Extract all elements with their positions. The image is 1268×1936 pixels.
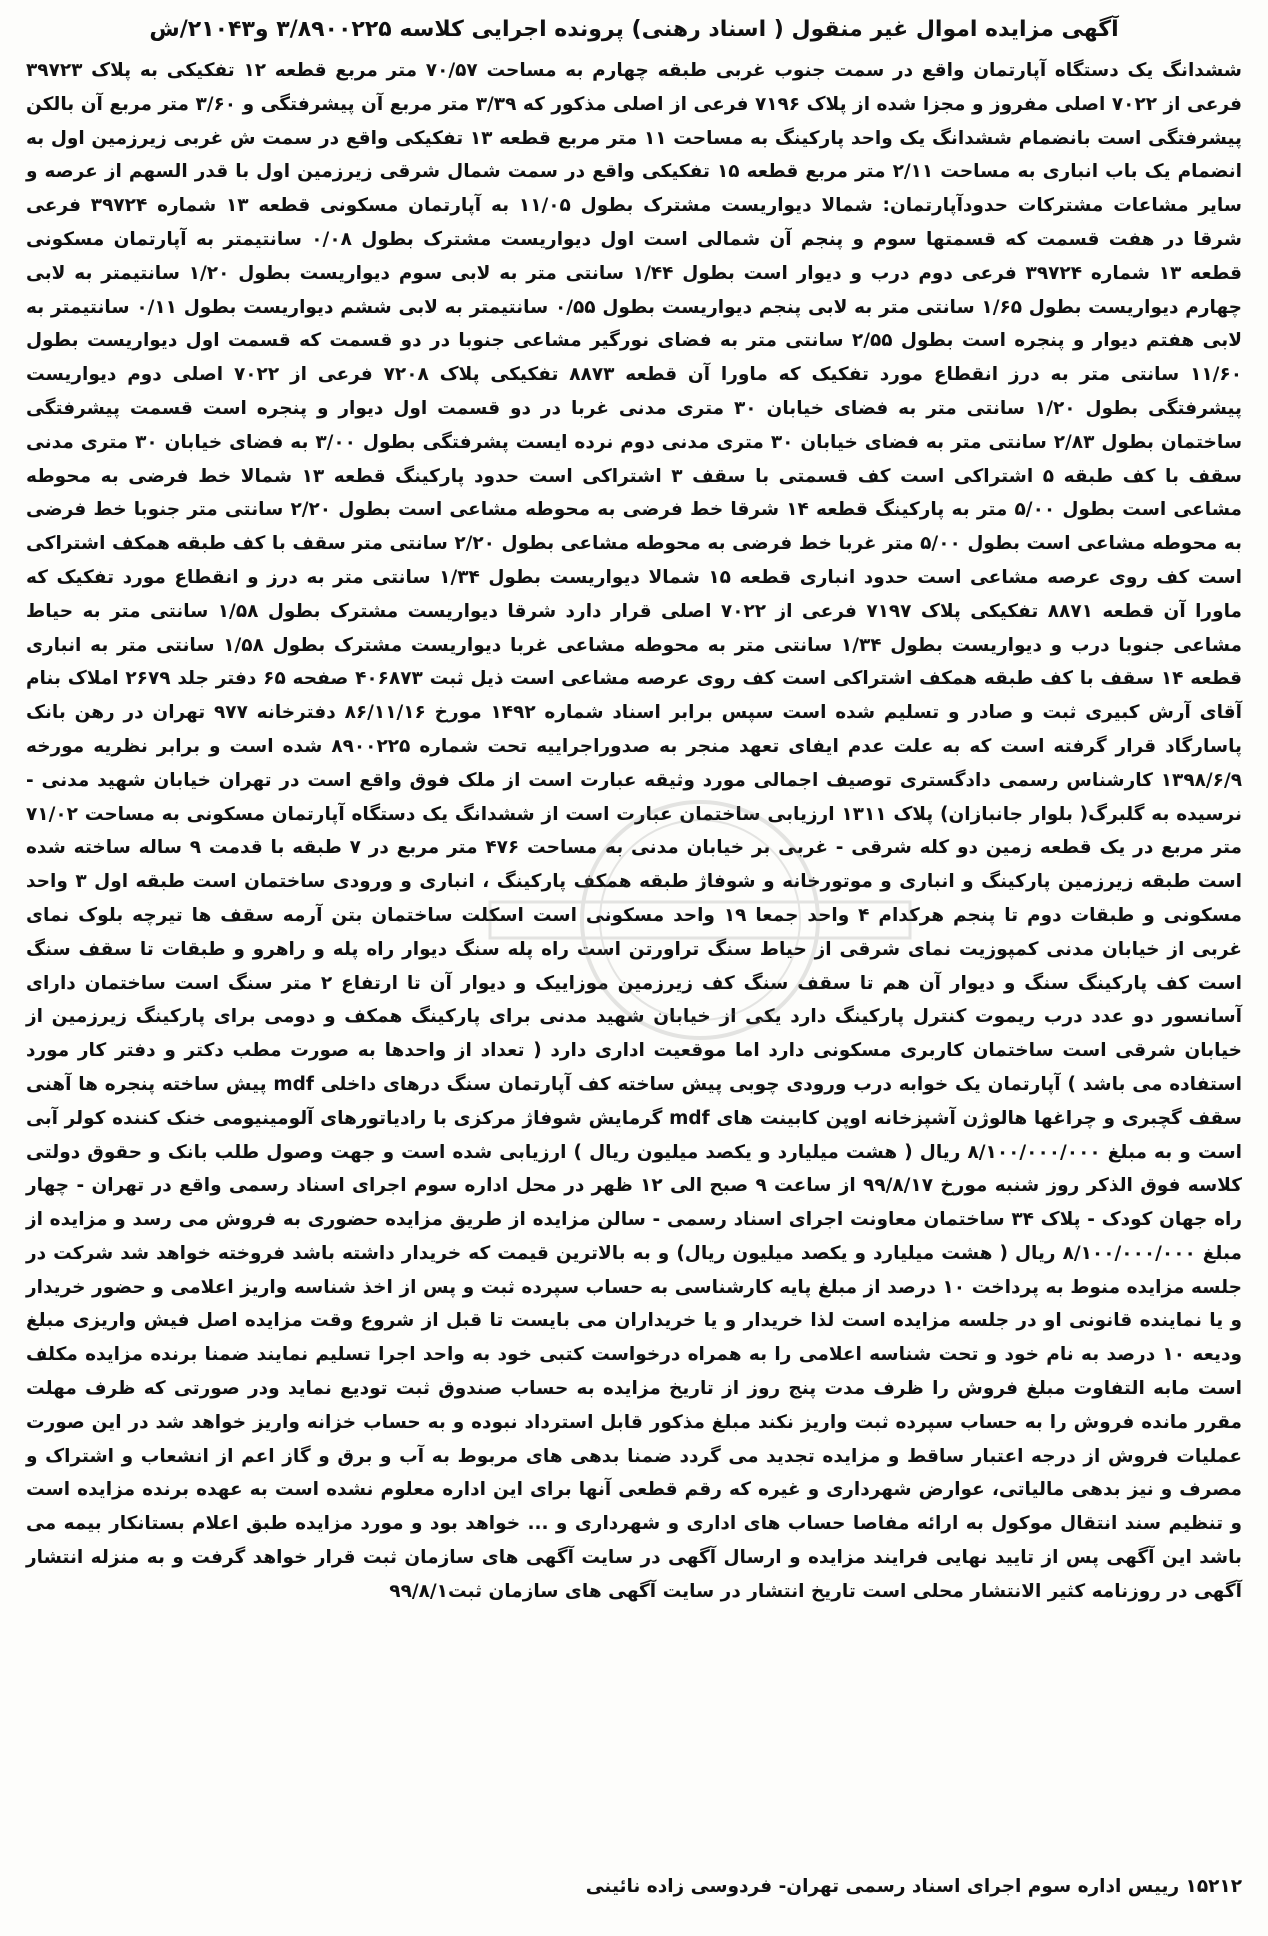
notice-title: آگهی مزایده اموال غیر منقول ( اسناد رهنی) پرونده اجرایی کلاسه ۳/۸۹۰۰۲۲۵ و۲۱۰۴۳/ش: [149, 17, 1119, 42]
notice-body: ششدانگ یک دستگاه آپارتمان واقع در سمت جنوب غربی طبقه چهارم به مساحت ۷۰/۵۷ متر مربع قطعه ۱۲ تفکیکی به پلاک ۳۹۷۲۳ فرعی از ۷۰۲۲ اصلی مفروز و مجزا شده از پلاک ۷۱۹۶ فرعی از اصلی مذکور که ۳/۳۹ متر مربع آن پیشرفتگی و ۳/۶۰ متر مربع آن بالکن پیشرفتگی است بانضمام ششدانگ یک واحد پارکینگ به مساحت ۱۱ متر مربع قطعه ۱۳ تفکیکی واقع در سمت ش غربی زیرزمین اول به انضمام یک باب انباری به مساحت ۲/۱۱ متر مربع قطعه ۱۵ تفکیکی واقع در سمت شمال شرقی زیرزمین اول با قدر السهم از عرصه و سایر مشاعات مشترکات حدودآپارتمان: شمالا دیواریست مشترک بطول ۱۱/۰۵ به آپارتمان مسکونی قطعه ۱۳ شماره ۳۹۷۲۴ فرعی شرقا در هفت قسمت که قسمتها سوم و پنجم آن شمالی است اول دیواریست مشترک بطول ۰/۰۸ سانتیمتر به آپارتمان مسکونی قطعه ۱۳ شماره ۳۹۷۲۴ فرعی دوم درب و دیوار است بطول ۱/۴۴ سانتی متر به لابی سوم دیواریست بطول ۱/۲۰ سانتیمتر به لابی چهارم دیواریست بطول ۱/۶۵ سانتی متر به لابی پنجم دیواریست بطول ۰/۵۵ سانتیمتر به لابی ششم دیواریست بطول ۰/۱۱ سانتیمتر به لابی هفتم دیوار و پنجره است بطول ۲/۵۵ سانتی متر به فضای نورگیر مشاعی جنوبا در دو قسمت که قسمت اول دیواریست بطول ۱۱/۶۰ سانتی متر به درز انقطاع مورد تفکیک که ماورا آن قطعه ۸۸۷۳ تفکیکی پلاک ۷۲۰۸ فرعی از ۷۰۲۲ اصلی دوم دیواریست پیشرفتگی بطول ۱/۲۰ سانتی متر به فضای خیابان ۳۰ متری مدنی غربا در دو قسمت اول دیوار و پنجره است قسمت پیشرفتگی ساختمان بطول ۲/۸۳ سانتی متر به فضای خیابان ۳۰ متری مدنی دوم نرده ایست پشرفتگی بطول ۳/۰۰ به فضای خیابان ۳۰ متری مدنی سقف با کف طبقه ۵ اشتراکی است کف قسمتی با سقف ۳ اشتراکی است حدود پارکینگ قطعه ۱۳ شمالا خط فرضی به محوطه مشاعی است بطول ۵/۰۰ متر به پارکینگ قطعه ۱۴ شرقا خط فرضی به محوطه مشاعی است بطول ۲/۲۰ سانتی متر جنوبا خط فرضی به محوطه مشاعی است بطول ۵/۰۰ متر غربا خط فرضی به محوطه مشاعی بطول ۲/۲۰ سانتی متر سقف با کف طبقه همکف اشتراکی است کف روی عرصه مشاعی است حدود انباری قطعه ۱۵ شمالا دیواریست بطول ۱/۳۴ سانتی متر به درز و انقطاع مورد تفکیک که ماورا آن قطعه ۸۸۷۱ تفکیکی پلاک ۷۱۹۷ فرعی از ۷۰۲۲ اصلی قرار دارد شرقا دیواریست مشترک بطول ۱/۵۸ سانتی متر به حیاط مشاعی جنوبا درب و دیواریست بطول ۱/۳۴ سانتی متر به محوطه مشاعی غربا دیواریست مشترک بطول ۱/۵۸ سانتی متر به انباری قطعه ۱۴ سقف با کف طبقه همکف اشتراکی است کف روی عرصه مشاعی است ذیل ثبت ۴۰۶۸۷۳ صفحه ۶۵ دفتر جلد ۲۶۷۹ املاک بنام آقای آرش کبیری ثبت و صادر و تسلیم شده است سپس برابر اسناد شماره ۱۴۹۲ مورخ ۸۶/۱۱/۱۶ دفترخانه ۹۷۷ تهران در رهن بانک پاسارگاد قرار گرفته است که به علت عدم ایفای تعهد منجر به صدوراجراییه تحت شماره ۸۹۰۰۲۲۵ شده است و برابر نظریه مورخه ۱۳۹۸/۶/۹ کارشناس رسمی دادگستری توصیف اجمالی مورد وثیقه عبارت است از ملک فوق واقع است در تهران خیابان شهید مدنی - نرسیده به گلبرگ( بلوار جانبازان) پلاک ۱۳۱۱ ارزیابی ساختمان عبارت است از ششدانگ یک دستگاه آپارتمان مسکونی به مساحت ۷۱/۰۲ متر مربع در یک قطعه زمین دو کله شرقی - غربی بر خیابان مدنی به مساحت ۴۷۶ متر مربع در ۷ طبقه با قدمت ۹ ساله ساخته شده است طبقه زیرزمین پارکینگ و انباری و موتورخانه و شوفاژ طبقه همکف پارکینگ ، انباری و ورودی ساختمان است طبقه اول ۳ واحد مسکونی و طبقات دوم تا پنجم هرکدام ۴ واحد جمعا ۱۹ واحد مسکونی است اسکلت ساختمان بتن آرمه سقف ها تیرچه بلوک نمای غربی از خیابان مدنی کمپوزیت نمای شرقی از حیاط سنگ تراورتن است راه پله سنگ دیوار راه پله و راهرو و طبقات تا سقف سنگ است کف پارکینگ سنگ و دیوار آن هم تا سقف سنگ کف زیرزمین موزاییک و دیوار آن تا ارتفاع ۲ متر سنگ است ساختمان دارای آسانسور دو عدد درب ریموت کنترل پارکینگ دارد یکی از خیابان شهید مدنی برای پارکینگ همکف و دومی برای پارکینگ زیرزمین از خیابان شرقی است ساختمان کاربری مسکونی دارد اما موقعیت اداری دارد ( تعداد از واحدها به صورت مطب دکتر و دفتر کار مورد استفاده می باشد ) آپارتمان یک خوابه درب ورودی چوبی پیش ساخته کف آپارتمان سنگ درهای داخلی mdf پیش ساخته پنجره ها آهنی سقف گچبری و چراغها هالوژن آشپزخانه اوپن کابینت های mdf گرمایش شوفاژ مرکزی با رادیاتورهای آلومینیومی خنک کننده کولر آبی است و به مبلغ ۸/۱۰۰/۰۰۰/۰۰۰ ریال ( هشت میلیارد و یکصد میلیون ریال ) ارزیابی شده است و جهت وصول طلب بانک و حقوق دولتی کلاسه فوق الذکر روز شنبه مورخ ۹۹/۸/۱۷ از ساعت ۹ صبح الی ۱۲ ظهر در محل اداره سوم اجرای اسناد رسمی واقع در تهران - چهار راه جهان کودک - پلاک ۳۴ ساختمان معاونت اجرای اسناد رسمی - سالن مزایده از طریق مزایده حضوری به فروش می رسد و مزایده از مبلغ ۸/۱۰۰/۰۰۰/۰۰۰ ریال ( هشت میلیارد و یکصد میلیون ریال) و به بالاترین قیمت که خریدار داشته باشد فروخته خواهد شد شرکت در جلسه مزایده منوط به پرداخت ۱۰ درصد از مبلغ پایه کارشناسی به حساب سپرده ثبت و پس از اخذ شناسه واریز اعلامی و حضور خریدار و یا نماینده قانونی او در جلسه مزایده است لذا خریدار و یا خریداران می بایست تا قبل از شروع وقت مزایده اصل فیش واریزی مبلغ ودیعه ۱۰ درصد به نام خود و تحت شناسه اعلامی را به همراه درخواست کتبی خود به واحد اجرا تسلیم نمایند ضمنا برنده مزایده مکلف است مابه التفاوت مبلغ فروش را ظرف مدت پنج روز از تاریخ مزایده به حساب صندوق ثبت تودیع نماید ودر صورتی که ظرف مهلت مقرر مانده فروش را به حساب سپرده ثبت واریز نکند مبلغ مذکور قابل استرداد نبوده و به حساب خزانه واریز خواهد شد در این صورت عملیات فروش از درجه اعتبار ساقط و مزایده تجدید می گردد ضمنا بدهی های مربوط به آب و برق و گاز اعم از انشعاب و اشتراک و مصرف و نیز بدهی مالیاتی، عوارض شهرداری و غیره که رقم قطعی آنها برای این اداره معلوم نشده است به عهده برنده مزایده است و تنظیم سند انتقال موکول به ارائه مفاصا حساب های اداری و شهرداری و ... خواهد بود و مورد مزایده طبق اعلام بستانکار بیمه می باشد این آگهی پس از تایید نهایی فرایند مزایده و ارسال آگهی در سایت آگهی های سازمان ثبت قرار خواهد گرفت و به منزله انتشار آگهی در روزنامه کثیر الانتشار محلی است تاریخ انتشار در سایت آگهی های سازمان ثبت۹۹/۸/۱: [26, 60, 1243, 1602]
signature-line: ۱۵۲۱۲ رییس اداره سوم اجرای اسناد رسمی تهران- فردوسی زاده نائینی: [585, 1876, 1242, 1897]
signature-block: [26, 1870, 1242, 1904]
